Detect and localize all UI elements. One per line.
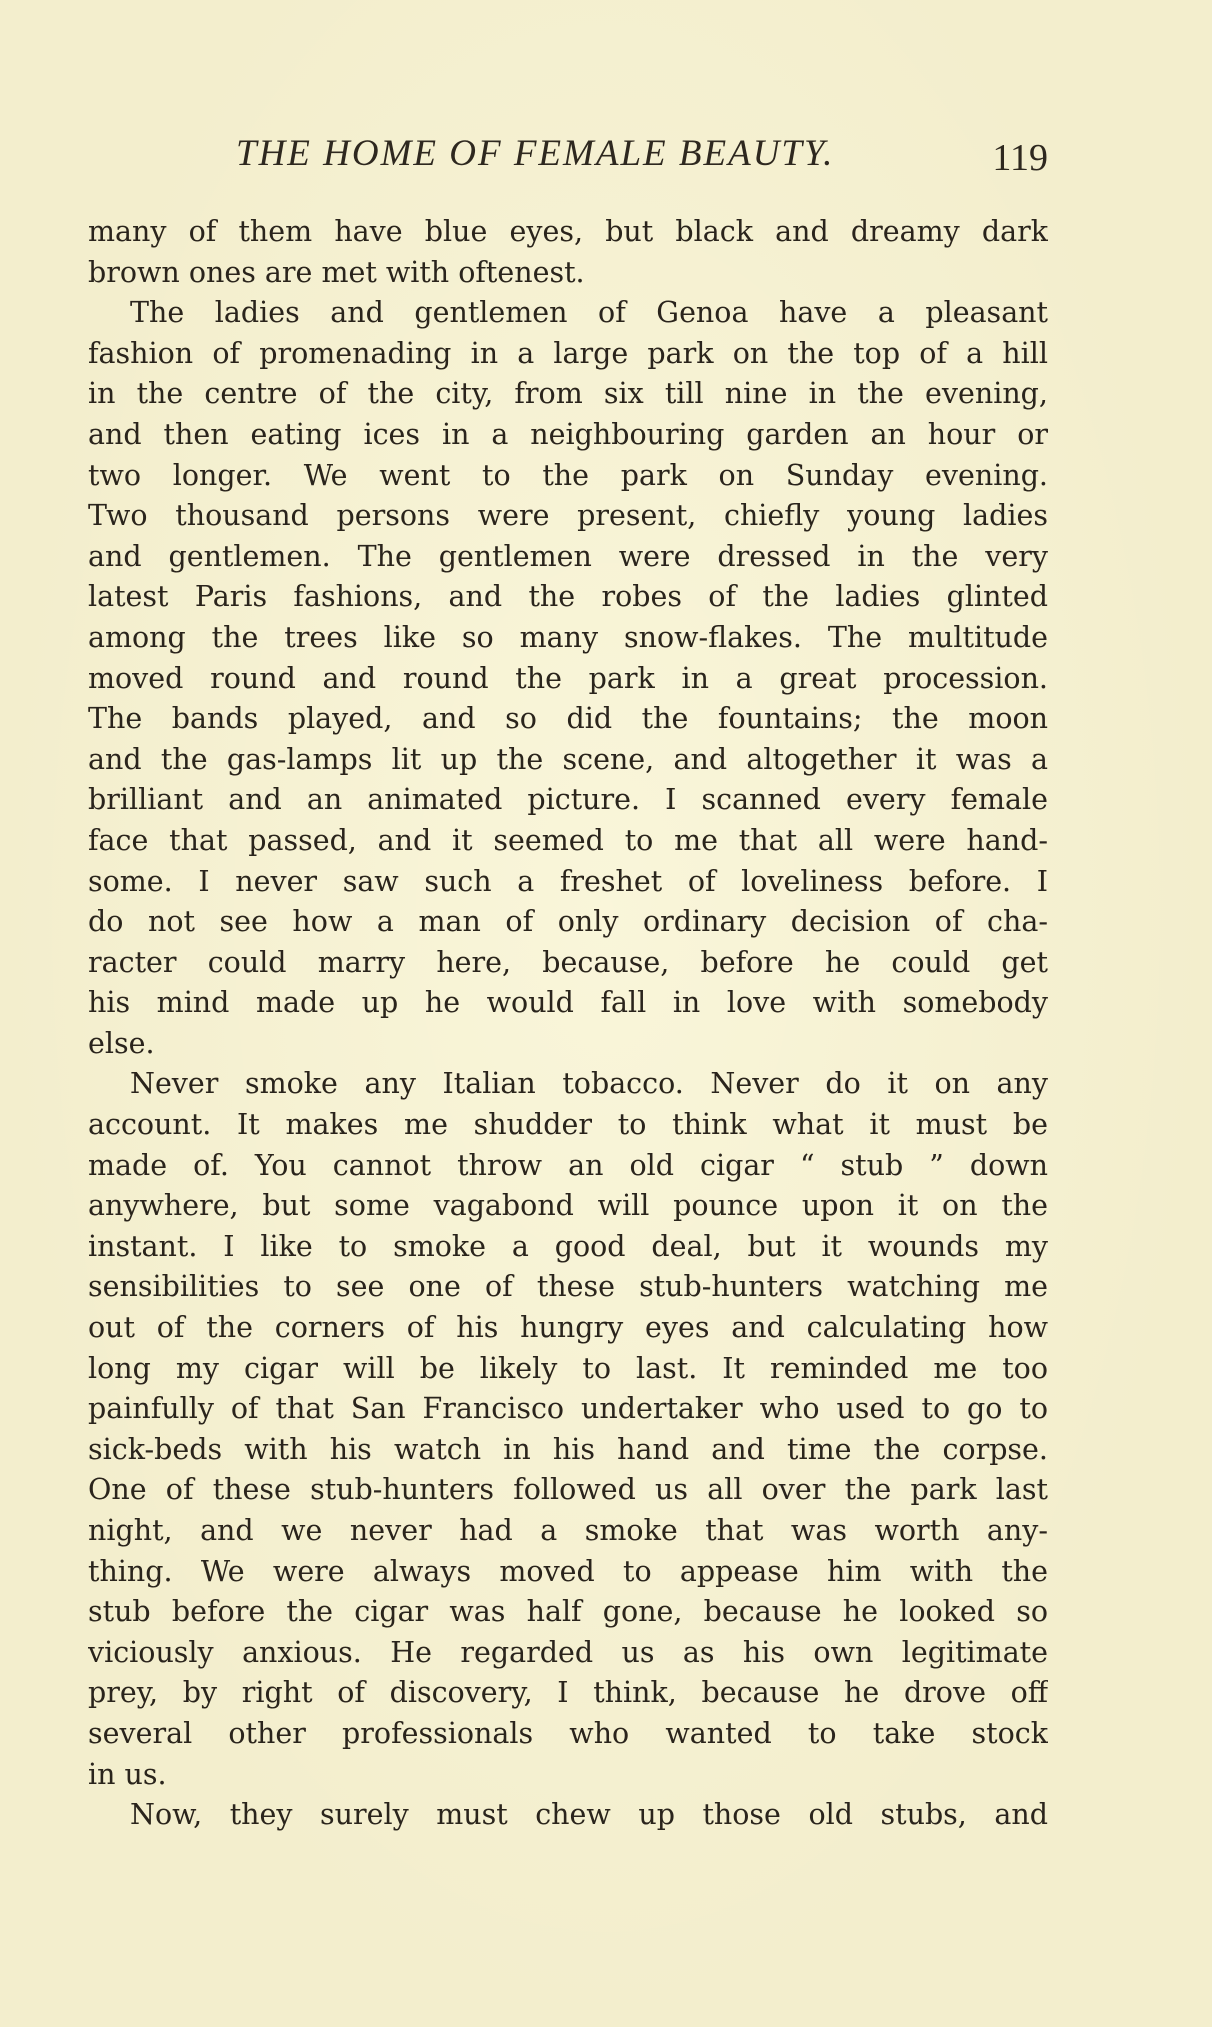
text-line: racter could marry here, because, before he could get	[88, 945, 1048, 979]
running-header	[88, 132, 1048, 182]
text-line: account. It makes me shudder to think what it must be	[88, 1108, 1048, 1142]
text-line: face that passed, and it seemed to me that all were hand-	[88, 823, 1048, 857]
text-line: two longer. We went to the park on Sunday evening.	[88, 458, 1048, 492]
text-line: his mind made up he would fall in love with somebody	[88, 986, 1048, 1020]
text-line: and then eating ices in a neighbouring garden an hour or	[88, 417, 1048, 451]
text-line: long my cigar will be likely to last. It reminded me too	[88, 1351, 1048, 1385]
text-line: Two thousand persons were present, chiefly young ladies	[88, 499, 1048, 533]
text-line: in us.	[88, 1757, 167, 1791]
text-line: thing. We were always moved to appease him with the	[88, 1554, 1048, 1588]
text-line: instant. I like to smoke a good deal, but it wounds my	[88, 1229, 1048, 1263]
text-line: out of the corners of his hungry eyes and calculating how	[88, 1311, 1048, 1345]
text-line: some. I never saw such a freshet of loveliness before. I	[88, 864, 1048, 898]
text-line: The ladies and gentlemen of Genoa have a pleasant	[130, 296, 1048, 330]
text-line: latest Paris fashions, and the robes of the ladies glinted	[88, 580, 1048, 614]
text-line: brown ones are met with oftenest.	[88, 255, 585, 289]
body-text	[88, 212, 1048, 1836]
text-line: else.	[88, 1026, 155, 1060]
text-line: night, and we never had a smoke that was worth any-	[88, 1514, 1048, 1547]
text-line: and the gas-lamps lit up the scene, and altogether it was a	[88, 742, 1048, 776]
text-line: do not see how a man of only ordinary decision of cha-	[88, 905, 1048, 939]
text-line: moved round and round the park in a great procession.	[88, 661, 1048, 695]
text-line: sensibilities to see one of these stub-hunters watching me	[88, 1270, 1048, 1304]
text-line: Now, they surely must chew up those old stubs, and	[130, 1798, 1048, 1832]
running-title: THE HOME OF FEMALE BEAUTY.	[236, 133, 835, 174]
text-line: stub before the cigar was half gone, because he looked so	[88, 1595, 1048, 1629]
page-number: 119	[992, 137, 1048, 179]
text-line: fashion of promenading in a large park on the top of a hill	[88, 336, 1048, 370]
text-line: Never smoke any Italian tobacco. Never do it on any	[130, 1067, 1048, 1101]
text-line: among the trees like so many snow-flakes. The multitude	[88, 620, 1048, 654]
text-line: viciously anxious. He regarded us as his own legitimate	[88, 1635, 1048, 1669]
text-line: prey, by right of discovery, I think, because he drove off	[88, 1676, 1048, 1710]
text-line: in the centre of the city, from six till nine in the evening,	[88, 377, 1048, 411]
text-line: sick-beds with his watch in his hand and time the corpse.	[88, 1432, 1048, 1466]
text-line: made of. You cannot throw an old cigar “ stub ” down	[88, 1148, 1048, 1182]
text-line: The bands played, and so did the fountains; the moon	[88, 702, 1048, 736]
text-line: One of these stub-hunters followed us all over the park last	[88, 1473, 1048, 1507]
text-line: anywhere, but some vagabond will pounce upon it on the	[88, 1189, 1048, 1223]
text-line: brilliant and an animated picture. I scanned every female	[88, 783, 1048, 817]
text-line: painfully of that San Francisco undertaker who used to go to	[88, 1392, 1048, 1426]
text-line: many of them have blue eyes, but black and dreamy dark	[88, 215, 1048, 248]
text-line: several other professionals who wanted to take stock	[88, 1716, 1048, 1750]
text-line: and gentlemen. The gentlemen were dressed in the very	[88, 539, 1048, 573]
